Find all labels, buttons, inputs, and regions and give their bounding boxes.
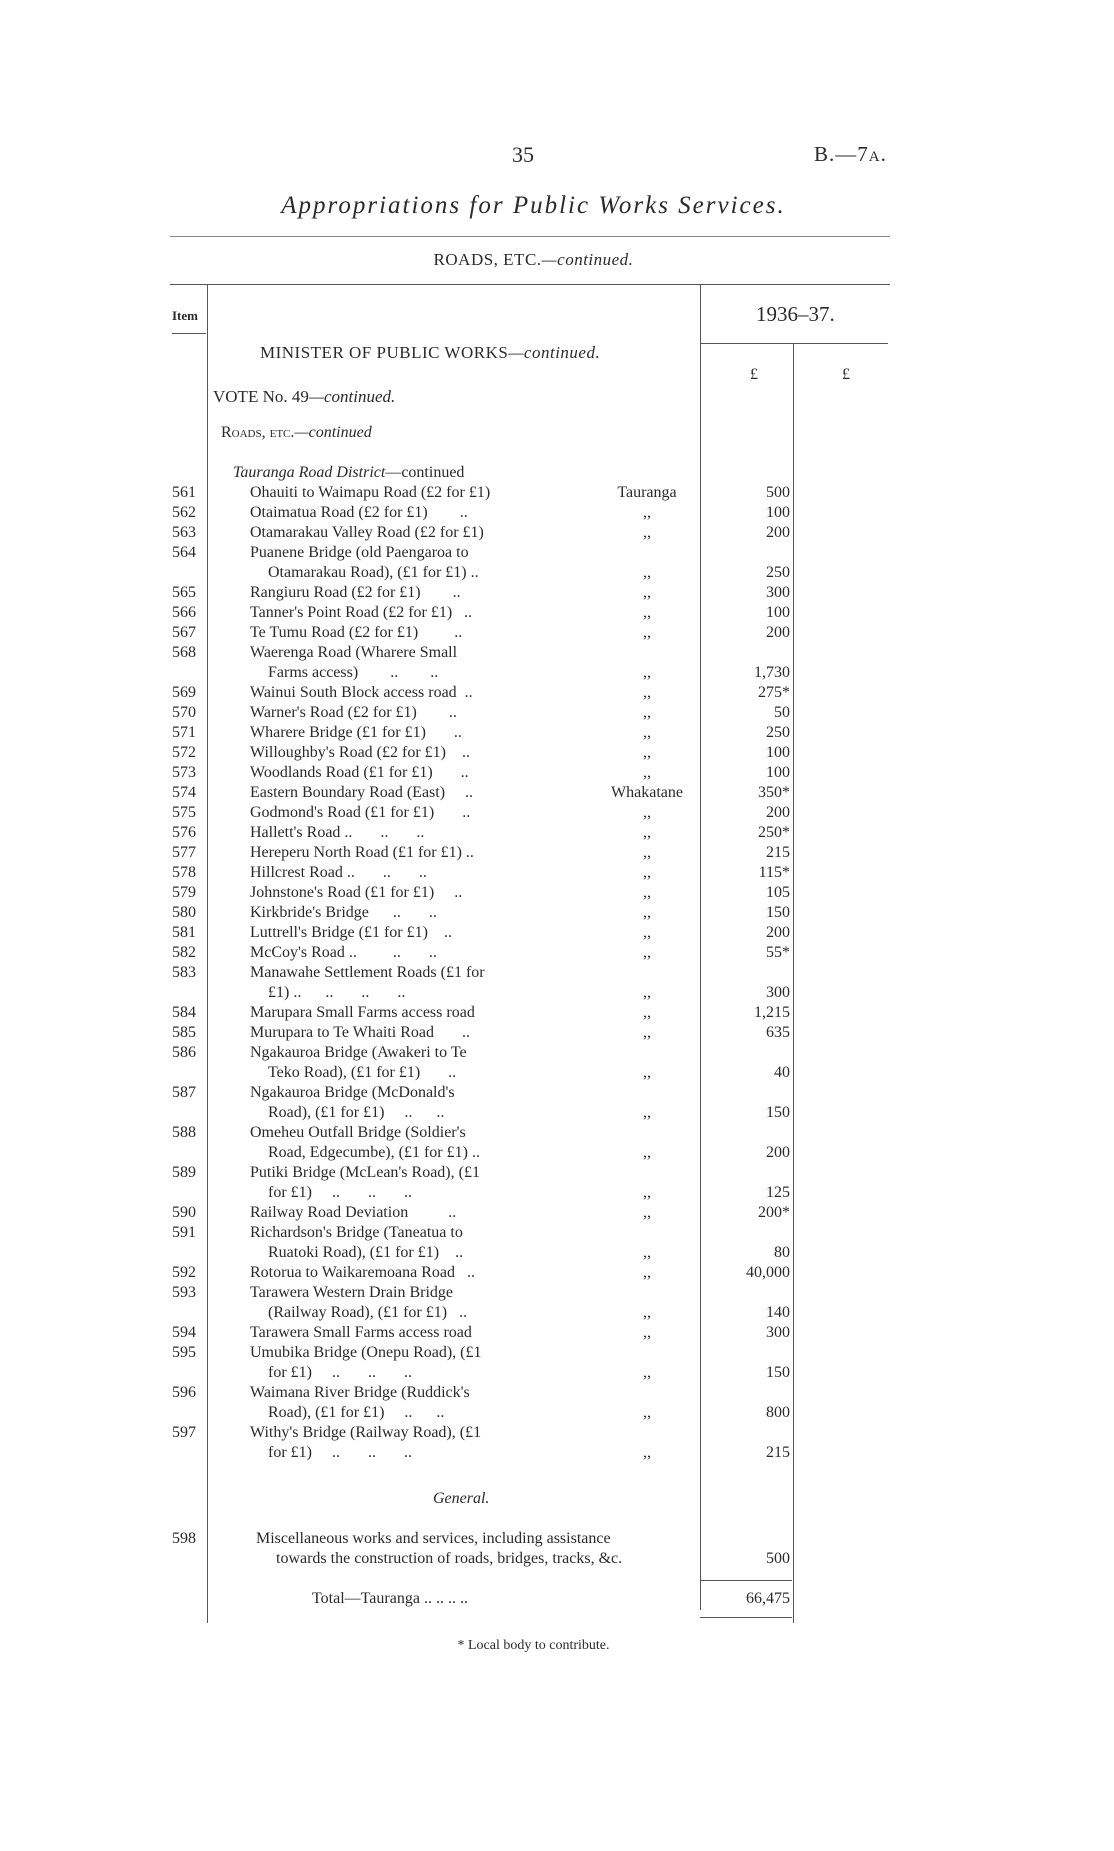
item-description-line: Waerenga Road (Wharere Small	[250, 644, 458, 661]
table-row	[0, 784, 1114, 804]
table-row	[0, 1044, 1114, 1084]
item-description-line: Luttrell's Bridge (£1 for £1) ..	[250, 924, 452, 941]
table-row	[0, 1204, 1114, 1224]
item-description-line: Hillcrest Road .. .. ..	[250, 864, 427, 881]
item-column-header: Item	[172, 308, 198, 323]
item-number: 587	[172, 1084, 196, 1101]
item-description-line: Rotorua to Waikaremoana Road ..	[250, 1264, 476, 1281]
item-description-line: Murupara to Te Whaiti Road ..	[250, 1024, 471, 1041]
item-description-line: Richardson's Bridge (Taneatua to	[250, 1224, 463, 1241]
item-description-line: Otamarakau Valley Road (£2 for £1)	[250, 524, 484, 541]
item-district: ,,	[643, 1204, 651, 1221]
table-row	[0, 504, 1114, 524]
item-district: ,,	[643, 1004, 651, 1021]
section-heading	[0, 250, 1067, 270]
item-header-rule	[172, 333, 206, 334]
table-row	[0, 644, 1114, 684]
item-description-line: Otaimatua Road (£2 for £1) ..	[250, 504, 468, 521]
item-amount: 200*	[758, 1204, 790, 1221]
item-amount: 635	[766, 1024, 790, 1041]
item-district: ,,	[643, 924, 651, 941]
item-number: 566	[172, 604, 196, 621]
item-number: 593	[172, 1284, 196, 1301]
item-number: 578	[172, 864, 196, 881]
document-reference: B.—7A.	[814, 142, 887, 166]
table-row	[0, 584, 1114, 604]
item-number: 582	[172, 944, 196, 961]
table-row	[0, 1124, 1114, 1164]
item-number: 569	[172, 684, 196, 701]
item-description-line: Te Tumu Road (£2 for £1) ..	[250, 624, 463, 641]
item-amount: 275*	[758, 684, 790, 701]
item-district: ,,	[643, 844, 651, 861]
item-district: ,,	[643, 744, 651, 761]
item-amount: 250	[766, 564, 790, 581]
item-description-line: Godmond's Road (£1 for £1) ..	[250, 804, 471, 821]
item-description-line: Warner's Road (£2 for £1) ..	[250, 704, 457, 721]
item-number: 584	[172, 1004, 196, 1021]
item-district: ,,	[643, 1024, 651, 1041]
item-number: 577	[172, 844, 196, 861]
item-district: ,,	[643, 804, 651, 821]
vote-heading	[213, 387, 395, 407]
item-number: 562	[172, 504, 196, 521]
table-row	[0, 964, 1114, 1004]
total-amount: 66,475	[746, 1590, 790, 1607]
item-district: ,,	[643, 564, 651, 581]
table-row	[0, 804, 1114, 824]
item-amount: 250	[766, 724, 790, 741]
item-number: 591	[172, 1224, 196, 1241]
roads-name: Roads, etc.	[221, 424, 295, 441]
item-district: ,,	[643, 1444, 651, 1461]
total-bottom-rule	[700, 1617, 792, 1618]
item-description-line: Omeheu Outfall Bridge (Soldier's	[250, 1124, 466, 1141]
item-description-line: Ohauiti to Waimapu Road (£2 for £1)	[250, 484, 491, 501]
item-district: ,,	[643, 984, 651, 1001]
district-name: Tauranga Road District	[233, 464, 386, 481]
title-rule	[170, 236, 890, 237]
item-district: ,,	[643, 504, 651, 521]
item-description-line: Ngakauroa Bridge (Awakeri to Te	[250, 1044, 467, 1061]
table-row	[0, 1384, 1114, 1424]
table-row	[0, 884, 1114, 904]
table-row	[0, 624, 1114, 644]
item-number: 585	[172, 1024, 196, 1041]
item-description-line: for £1) .. .. ..	[268, 1364, 412, 1381]
table-row	[0, 484, 1114, 504]
ministry-name: MINISTER OF PUBLIC WORKS	[260, 343, 509, 362]
item-district: Whakatane	[611, 784, 683, 801]
table-row	[0, 844, 1114, 864]
table-row	[0, 1224, 1114, 1264]
item-amount: 115*	[758, 864, 790, 881]
item-description-line: Withy's Bridge (Railway Road), (£1	[250, 1424, 482, 1441]
table-row	[0, 824, 1114, 844]
item-number: 568	[172, 644, 196, 661]
item-district: ,,	[643, 604, 651, 621]
item-number: 588	[172, 1124, 196, 1141]
roads-suffix: —continued	[294, 424, 372, 441]
item-number: 581	[172, 924, 196, 941]
item-amount: 500	[766, 1550, 790, 1567]
item-amount: 80	[774, 1244, 790, 1261]
item-description-line: Eastern Boundary Road (East) ..	[250, 784, 474, 801]
item-number: 563	[172, 524, 196, 541]
item-description-line: Puanene Bridge (old Paengaroa to	[250, 544, 469, 561]
item-district: ,,	[643, 584, 651, 601]
table-row	[0, 724, 1114, 744]
item-description-line: Road), (£1 for £1) .. ..	[268, 1404, 445, 1421]
item-number: 567	[172, 624, 196, 641]
table-row	[0, 684, 1114, 704]
item-number: 586	[172, 1044, 196, 1061]
pound-symbol-2: £	[842, 366, 850, 383]
item-district: ,,	[643, 764, 651, 781]
district-suffix: —continued	[385, 464, 465, 481]
item-amount: 200	[766, 804, 790, 821]
year-header-rule	[700, 343, 888, 344]
item-description-line: Tarawera Western Drain Bridge	[250, 1284, 453, 1301]
item-number: 590	[172, 1204, 196, 1221]
page-number: 35	[512, 142, 534, 167]
item-district: ,,	[643, 1304, 651, 1321]
ministry-heading	[260, 343, 600, 363]
table-row	[0, 524, 1114, 544]
item-amount: 100	[766, 504, 790, 521]
footnote: * Local body to contribute.	[457, 1638, 610, 1653]
item-number: 589	[172, 1164, 196, 1181]
item-number: 594	[172, 1324, 196, 1341]
item-description-line: Manawahe Settlement Roads (£1 for	[250, 964, 485, 981]
vote-suffix: —continued.	[308, 387, 396, 406]
table-row	[0, 864, 1114, 884]
item-description-line: £1) .. .. .. ..	[268, 984, 406, 1001]
table-row	[0, 704, 1114, 724]
item-district: ,,	[643, 684, 651, 701]
vote-name: VOTE No. 49	[213, 387, 309, 406]
item-amount: 200	[766, 924, 790, 941]
item-description-line: Teko Road), (£1 for £1) ..	[268, 1064, 457, 1081]
item-description-line: Umubika Bridge (Onepu Road), (£1	[250, 1344, 482, 1361]
item-district: ,,	[643, 1364, 651, 1381]
item-amount: 300	[766, 584, 790, 601]
page-title: Appropriations for Public Works Services.	[281, 192, 786, 219]
item-amount: 200	[766, 524, 790, 541]
item-number: 597	[172, 1424, 196, 1441]
item-amount: 40	[774, 1064, 790, 1081]
item-amount: 100	[766, 604, 790, 621]
general-heading: General.	[433, 1490, 490, 1507]
table-row	[0, 1424, 1114, 1464]
item-district: ,,	[643, 724, 651, 741]
item-number: 595	[172, 1344, 196, 1361]
item-amount: 140	[766, 1304, 790, 1321]
item-number: 583	[172, 964, 196, 981]
reference-suffix: A	[868, 149, 881, 165]
item-amount: 100	[766, 764, 790, 781]
item-amount: 300	[766, 1324, 790, 1341]
item-description-line: Farms access) .. ..	[268, 664, 439, 681]
item-description-line: Tarawera Small Farms access road	[250, 1324, 472, 1341]
table-row	[0, 744, 1114, 764]
item-description-line: Miscellaneous works and services, including assistance	[256, 1530, 611, 1547]
item-description-line: Hereperu North Road (£1 for £1) ..	[250, 844, 474, 861]
item-description-line: Tanner's Point Road (£2 for £1) ..	[250, 604, 473, 621]
table-row	[0, 944, 1114, 964]
item-description-line: Road), (£1 for £1) .. ..	[268, 1104, 445, 1121]
item-description-line: Wainui South Block access road ..	[250, 684, 473, 701]
item-description-line: Waimana River Bridge (Ruddick's	[250, 1384, 470, 1401]
item-number: 571	[172, 724, 196, 741]
item-number: 596	[172, 1384, 196, 1401]
total-label: Total—Tauranga .. .. .. ..	[312, 1590, 468, 1607]
item-amount: 125	[766, 1184, 790, 1201]
item-district: ,,	[643, 1244, 651, 1261]
item-description-line: for £1) .. .. ..	[268, 1184, 412, 1201]
item-description-line: for £1) .. .. ..	[268, 1444, 412, 1461]
item-description-line: towards the construction of roads, bridges, tracks, &c.	[276, 1550, 623, 1567]
table-row	[0, 1024, 1114, 1044]
table-row	[0, 1264, 1114, 1284]
pound-symbol-1: £	[750, 366, 758, 383]
item-number: 561	[172, 484, 196, 501]
item-number: 565	[172, 584, 196, 601]
item-description-line: Rangiuru Road (£2 for £1) ..	[250, 584, 461, 601]
item-district: ,,	[643, 1064, 651, 1081]
item-number: 573	[172, 764, 196, 781]
reference-main: B.—7	[814, 142, 869, 166]
item-description-line: Kirkbride's Bridge .. ..	[250, 904, 437, 921]
item-description-line: Ruatoki Road), (£1 for £1) ..	[268, 1244, 464, 1261]
item-amount: 1,215	[754, 1004, 790, 1021]
item-amount: 250*	[758, 824, 790, 841]
item-description-line: Willoughby's Road (£2 for £1) ..	[250, 744, 470, 761]
item-description-line: Otamarakau Road), (£1 for £1) ..	[268, 564, 479, 581]
item-amount: 1,730	[754, 664, 790, 681]
item-amount: 55*	[766, 944, 790, 961]
item-amount: 800	[766, 1404, 790, 1421]
table-top-rule	[170, 284, 890, 285]
item-number: 564	[172, 544, 196, 561]
table-row	[0, 1164, 1114, 1204]
section-name: ROADS, ETC.	[433, 250, 542, 269]
ministry-suffix: —continued.	[508, 343, 601, 362]
item-district: ,,	[643, 664, 651, 681]
item-amount: 50	[774, 704, 790, 721]
item-district: ,,	[643, 824, 651, 841]
item-description-line: Railway Road Deviation ..	[250, 1204, 457, 1221]
item-amount: 300	[766, 984, 790, 1001]
item-number: 598	[172, 1530, 196, 1547]
item-number: 574	[172, 784, 196, 801]
roads-heading	[221, 424, 372, 442]
item-description-line: Ngakauroa Bridge (McDonald's	[250, 1084, 455, 1101]
item-description-line: Marupara Small Farms access road	[250, 1004, 475, 1021]
item-number: 579	[172, 884, 196, 901]
item-description-line: Putiki Bridge (McLean's Road), (£1	[250, 1164, 480, 1181]
item-amount: 200	[766, 1144, 790, 1161]
table-row	[0, 1324, 1114, 1344]
item-amount: 150	[766, 1104, 790, 1121]
item-description-line: Wharere Bridge (£1 for £1) ..	[250, 724, 462, 741]
table-row	[0, 1284, 1114, 1324]
item-district: ,,	[643, 1404, 651, 1421]
item-amount: 200	[766, 624, 790, 641]
item-amount: 350*	[758, 784, 790, 801]
item-district: Tauranga	[617, 484, 677, 501]
district-heading	[233, 464, 464, 482]
item-district: ,,	[643, 944, 651, 961]
table-row	[0, 544, 1114, 584]
item-description-line: (Railway Road), (£1 for £1) ..	[268, 1304, 468, 1321]
item-district: ,,	[643, 1104, 651, 1121]
item-amount: 100	[766, 744, 790, 761]
total-top-rule	[700, 1580, 792, 1581]
item-number: 570	[172, 704, 196, 721]
table-row	[0, 904, 1114, 924]
item-amount: 105	[766, 884, 790, 901]
item-amount: 215	[766, 1444, 790, 1461]
item-district: ,,	[643, 1264, 651, 1281]
item-description-line: Woodlands Road (£1 for £1) ..	[250, 764, 469, 781]
table-row	[0, 924, 1114, 944]
item-amount: 500	[766, 484, 790, 501]
item-description-line: Johnstone's Road (£1 for £1) ..	[250, 884, 463, 901]
table-row	[0, 1344, 1114, 1384]
item-amount: 40,000	[746, 1264, 790, 1281]
item-number: 572	[172, 744, 196, 761]
table-row	[0, 1084, 1114, 1124]
item-amount: 215	[766, 844, 790, 861]
table-row	[0, 1004, 1114, 1024]
table-row	[0, 764, 1114, 784]
item-amount: 150	[766, 1364, 790, 1381]
item-district: ,,	[643, 524, 651, 541]
item-district: ,,	[643, 1324, 651, 1341]
item-district: ,,	[643, 884, 651, 901]
item-description-line: Road, Edgecumbe), (£1 for £1) ..	[268, 1144, 480, 1161]
item-district: ,,	[643, 864, 651, 881]
table-row	[0, 604, 1114, 624]
item-number: 592	[172, 1264, 196, 1281]
item-description-line: Hallett's Road .. .. ..	[250, 824, 425, 841]
item-description-line: McCoy's Road .. .. ..	[250, 944, 437, 961]
item-amount: 150	[766, 904, 790, 921]
item-district: ,,	[643, 1144, 651, 1161]
item-district: ,,	[643, 624, 651, 641]
item-district: ,,	[643, 904, 651, 921]
section-suffix: —continued.	[541, 250, 634, 269]
item-number: 580	[172, 904, 196, 921]
year-column-header: 1936–37.	[756, 302, 835, 326]
item-district: ,,	[643, 704, 651, 721]
item-district: ,,	[643, 1184, 651, 1201]
item-number: 575	[172, 804, 196, 821]
item-number: 576	[172, 824, 196, 841]
